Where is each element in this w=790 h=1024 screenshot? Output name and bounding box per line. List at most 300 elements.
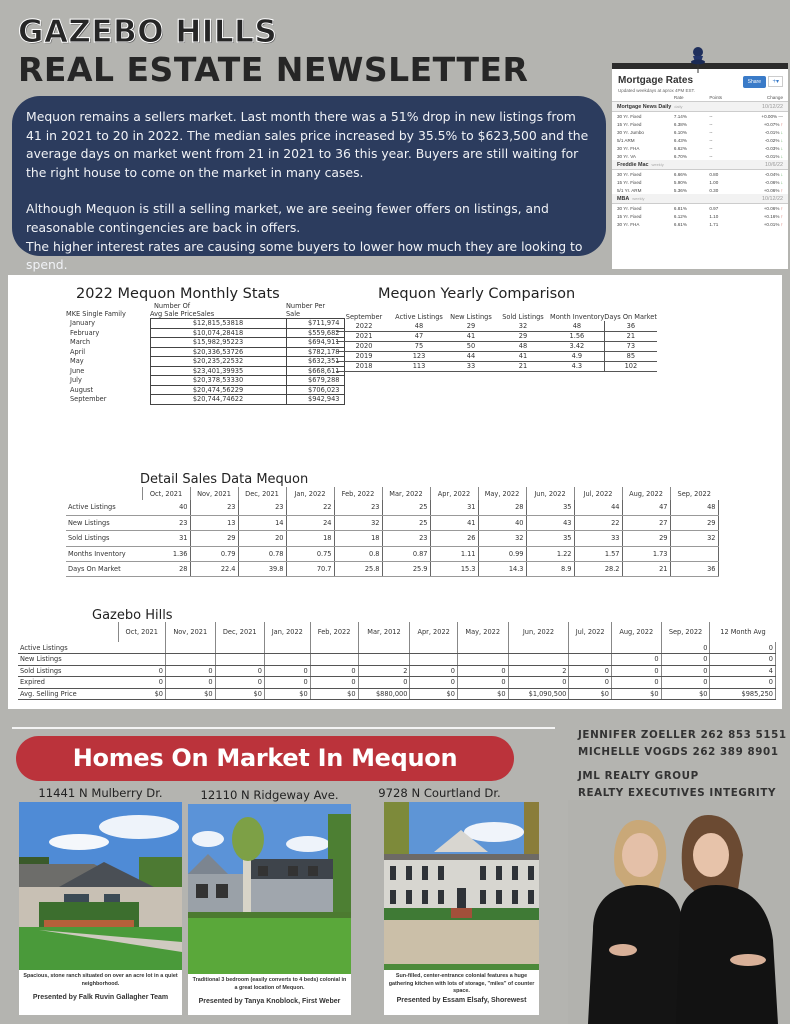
detail-cell: 14 [238, 515, 286, 530]
yearly-cell: 2018 [336, 361, 392, 371]
detail-cell: 28.2 [574, 562, 622, 577]
monthly-stats-row [66, 328, 344, 338]
month-col-header: Jan, 2022 [264, 622, 310, 642]
rates-updated-note: Updated weekdays at aprox 4PM EST. [618, 88, 696, 93]
intro-summary-box [12, 96, 606, 273]
yearly-cell: 2021 [336, 331, 392, 341]
loan-change [739, 212, 788, 220]
gazebo-cell: 0 [310, 665, 358, 677]
loan-points: 0.30 [709, 187, 719, 193]
loan-change [739, 120, 788, 128]
gazebo-row [18, 677, 776, 689]
monthly-stats-row [66, 395, 344, 405]
detail-cell: 25.9 [382, 562, 430, 577]
home-description: Spacious, stone ranch situated on over an acre lot in a quiet neighborhood. [23, 973, 178, 987]
loan-rate: 5.36% [673, 187, 687, 193]
loan-change [739, 170, 788, 179]
month-label: September [70, 395, 107, 404]
home-listing-1[interactable] [17, 786, 184, 1015]
row-label: Months Inventory [66, 546, 142, 561]
detail-cell: 0.78 [238, 546, 286, 561]
yearly-cell: 85 [604, 351, 657, 361]
loan-type: 15 Yr. Fixed [617, 213, 642, 219]
yearly-cell: 4.3 [550, 361, 604, 371]
rates-row [612, 152, 788, 160]
detail-sales-row [66, 515, 718, 530]
detail-cell: 23 [334, 500, 382, 515]
gazebo-cell: 0 [165, 677, 215, 689]
detail-cell: 48 [670, 500, 718, 515]
month-col-header: Mar, 2022 [382, 487, 430, 500]
loan-type: 5/1 Yr. ARM [617, 187, 642, 193]
arrow-down-icon: ↓ [779, 137, 783, 143]
loan-points: -- [709, 137, 713, 143]
detail-cell: 1.73 [622, 546, 670, 561]
detail-cell: 32 [670, 531, 718, 546]
loan-rate: 7.14% [673, 113, 687, 119]
rates-source [612, 102, 739, 112]
home-caption [384, 970, 539, 1015]
mortgage-rates-widget [612, 63, 788, 269]
change-value: -0.02% [764, 137, 780, 143]
gazebo-cell [118, 642, 165, 654]
monthly-stats-table [66, 302, 345, 405]
avg-sale-price: $20,235,22532 [150, 357, 286, 367]
gazebo-cell: 0 [661, 665, 710, 677]
col-header [612, 93, 669, 102]
gazebo-cell: 0 [264, 665, 310, 677]
gazebo-cell [358, 642, 410, 654]
gazebo-cell [118, 654, 165, 666]
yearly-cell: 50 [446, 341, 496, 351]
col-header-avg-sale: Avg Sale PriceSales [150, 310, 215, 318]
loan-points: -- [709, 129, 713, 135]
rates-row [612, 144, 788, 152]
gazebo-cell: $1,090,500 [508, 688, 569, 700]
gazebo-cell [165, 642, 215, 654]
yearly-comparison-title: Mequon Yearly Comparison [378, 286, 576, 302]
detail-cell: 31 [430, 500, 478, 515]
loan-change [739, 178, 788, 186]
change-value: +0.16% [763, 213, 780, 219]
gazebo-cell: 0 [508, 677, 569, 689]
arrow-up-icon: ↑ [779, 205, 783, 211]
loan-type: 30 Yr. Fixed [617, 171, 642, 177]
monthly-stats-row [66, 376, 344, 386]
gazebo-cell [410, 642, 458, 654]
detail-sales-title: Detail Sales Data Mequon [140, 472, 309, 487]
yearly-cell: 123 [392, 351, 446, 361]
month-col-header: Sep, 2022 [661, 622, 710, 642]
gazebo-row [18, 642, 776, 654]
month-col-header: Jun, 2022 [526, 487, 574, 500]
avg-sale-price: $20,474,56229 [150, 385, 286, 395]
gazebo-cell: 0 [118, 665, 165, 677]
row-label: Sold Listings [66, 531, 142, 546]
number-per-sale: $711,974 [286, 319, 344, 329]
gazebo-cell: 0 [569, 665, 612, 677]
month-col-header: Oct, 2021 [142, 487, 190, 500]
loan-points: -- [709, 113, 713, 119]
avg-sale-price: $20,378,53330 [150, 376, 286, 386]
month-label: February [70, 328, 100, 337]
yearly-cell: 48 [550, 321, 604, 331]
arrow-up-icon: ↑ [779, 121, 783, 127]
row-label: New Listings [66, 515, 142, 530]
arrow-up-icon: ↑ [779, 213, 783, 219]
home-presenter: Presented by Falk Ruvin Gallagher Team [32, 994, 169, 1001]
rates-row [612, 178, 788, 186]
gazebo-cell: 0 [611, 665, 661, 677]
rates-table [612, 93, 788, 228]
detail-cell: 43 [526, 515, 574, 530]
detail-cell: 13 [190, 515, 238, 530]
detail-cell: 32 [334, 515, 382, 530]
rates-row [612, 220, 788, 228]
arrow-up-icon: ↑ [779, 187, 783, 193]
yearly-cell: 48 [496, 341, 550, 351]
col-header-mke: MKE Single Family [66, 310, 126, 319]
detail-cell: 1.22 [526, 546, 574, 561]
monthly-stats-row [66, 319, 344, 329]
loan-change [739, 144, 788, 152]
gazebo-cell: $0 [661, 688, 710, 700]
rates-row [612, 112, 788, 121]
loan-points: 0.80 [709, 171, 719, 177]
add-menu-button[interactable]: +▾ [768, 76, 783, 87]
loan-change [739, 186, 788, 194]
arrow-down-icon: ↓ [779, 153, 783, 159]
gazebo-cell: $985,250 [710, 688, 776, 700]
gazebo-row [18, 688, 776, 700]
detail-sales-table [66, 487, 719, 577]
month-col-header: Apr, 2022 [430, 487, 478, 500]
gazebo-cell [215, 642, 264, 654]
gazebo-cell [508, 654, 569, 666]
home-description: Sun-filled, center-entrance colonial features a huge gathering kitchen with lots of storage, "miles" of counter space. [388, 973, 535, 994]
section-divider [12, 727, 555, 729]
gazebo-cell: $880,000 [358, 688, 410, 700]
yearly-col-header: Active Listings [395, 313, 443, 321]
detail-cell: 0.87 [382, 546, 430, 561]
gazebo-row [18, 654, 776, 666]
loan-type: 30 Yr. Jumbo [617, 129, 644, 135]
gazebo-cell: 0 [410, 677, 458, 689]
home-description: Traditional 3 bedroom (easily converts to 4 beds) colonial in a great location of Mequon. [192, 977, 347, 991]
home-listing-2[interactable] [186, 788, 353, 1015]
month-col-header: Aug, 2022 [622, 487, 670, 500]
detail-cell: 22.4 [190, 562, 238, 577]
gazebo-cell: $0 [569, 688, 612, 700]
loan-points: -- [709, 153, 713, 159]
detail-cell: 40 [142, 500, 190, 515]
detail-cell: 1.36 [142, 546, 190, 561]
detail-cell: 25 [382, 500, 430, 515]
loan-points: -- [709, 121, 713, 127]
monthly-stats-row [66, 347, 344, 357]
monthly-stats-title: 2022 Mequon Monthly Stats [76, 286, 280, 302]
detail-sales-row [66, 546, 718, 561]
number-per-sale: $942,943 [286, 395, 344, 405]
agent-1-contact: JENNIFER ZOELLER 262 853 5151 [578, 729, 787, 741]
gazebo-cell [310, 642, 358, 654]
change-value: -0.01% [764, 153, 780, 159]
intro-paragraph-2: Although Mequon is still a selling market, we are seeing fewer offers on listings, and reasonable contingencies are back in offers. [26, 201, 549, 235]
loan-points: 1.00 [709, 179, 719, 185]
loan-points: -- [709, 145, 713, 151]
share-button[interactable]: Share [743, 76, 766, 88]
month-label: May [70, 357, 84, 366]
change-value: +0.06% [763, 187, 780, 193]
gazebo-cell [165, 654, 215, 666]
yearly-cell: 73 [604, 341, 657, 351]
yearly-cell: 102 [604, 361, 657, 371]
agent-contacts [578, 727, 787, 802]
gazebo-cell: $0 [264, 688, 310, 700]
loan-type: 30 Yr. VA [617, 153, 636, 159]
gazebo-cell [611, 642, 661, 654]
detail-cell: 24 [286, 515, 334, 530]
loan-change [739, 136, 788, 144]
stats-panel [8, 275, 782, 709]
month-col-header: Feb, 2022 [334, 487, 382, 500]
avg-sale-price: $12,815,53818 [150, 319, 286, 329]
row-label: Days On Market [66, 562, 142, 577]
gazebo-cell [215, 654, 264, 666]
yearly-cell: 75 [392, 341, 446, 351]
detail-cell: 21 [622, 562, 670, 577]
detail-cell: 20 [238, 531, 286, 546]
yearly-cell: 2019 [336, 351, 392, 361]
gazebo-cell: 0 [661, 654, 710, 666]
detail-cell: 44 [574, 500, 622, 515]
detail-cell: 22 [286, 500, 334, 515]
avg-sale-price: $15,982,95223 [150, 338, 286, 348]
avg-sale-price: $20,744,74622 [150, 395, 286, 405]
gazebo-cell: 0 [118, 677, 165, 689]
loan-type: 30 Yr. Fixed [617, 113, 642, 119]
detail-cell: 35 [526, 531, 574, 546]
home-listing-3[interactable] [356, 786, 535, 1015]
detail-cell: 29 [190, 531, 238, 546]
loan-rate: 6.61% [673, 221, 687, 227]
detail-cell: 1.11 [430, 546, 478, 561]
gazebo-cell: 0 [661, 642, 710, 654]
detail-cell: 23 [142, 515, 190, 530]
col-header-change: Change [739, 93, 788, 102]
loan-change [739, 128, 788, 136]
number-per-sale: $694,911 [286, 338, 344, 348]
gazebo-cell: 0 [215, 665, 264, 677]
gazebo-cell: 0 [457, 677, 508, 689]
arrow-up-icon: ↑ [779, 221, 783, 227]
home-address: 11441 N Mulberry Dr. [38, 786, 163, 800]
loan-rate: 6.38% [673, 121, 687, 127]
detail-cell: 33 [574, 531, 622, 546]
row-label: New Listings [18, 654, 118, 666]
detail-cell: 23 [382, 531, 430, 546]
col-header-points: Points [704, 93, 739, 102]
month-col-header: Apr, 2022 [410, 622, 458, 642]
rates-source-name[interactable]: Mortgage News Daily [617, 103, 672, 110]
gazebo-hills-title: Gazebo Hills [92, 608, 173, 623]
detail-cell: 41 [430, 515, 478, 530]
home-address: 9728 N Courtland Dr. [378, 786, 501, 800]
gazebo-cell [569, 642, 612, 654]
yearly-cell: 29 [496, 331, 550, 341]
arrow-down-icon: ↓ [779, 171, 783, 177]
yearly-cell: 113 [392, 361, 446, 371]
yearly-cell: 4.9 [550, 351, 604, 361]
home-presenter: Presented by Tanya Knoblock, First Weber [198, 998, 341, 1005]
rates-row [612, 186, 788, 194]
monthly-stats-row [66, 357, 344, 367]
rates-frequency: weekly [651, 161, 664, 167]
home-caption [188, 974, 351, 1015]
loan-points: 1.71 [709, 221, 719, 227]
arrow-down-icon: ↓ [779, 145, 783, 151]
gazebo-cell: 0 [165, 665, 215, 677]
col-header-sale: Sale [286, 310, 301, 318]
newsletter-title-line2: REAL ESTATE NEWSLETTER [18, 50, 529, 89]
change-value: -0.03% [764, 145, 780, 151]
rates-date: 10/12/22 [739, 102, 788, 112]
yearly-col-header: September [345, 313, 383, 321]
intro-paragraph-3: The higher interest rates are causing some buyers to lower how much they are looking to spend. [26, 238, 583, 273]
loan-rate: 6.66% [673, 171, 687, 177]
month-label: June [70, 366, 85, 375]
month-col-header: Sep, 2022 [670, 487, 718, 500]
yearly-cell: 47 [392, 331, 446, 341]
rates-row [612, 204, 788, 213]
yearly-row [336, 351, 657, 361]
gazebo-cell: 0 [710, 677, 776, 689]
loan-rate: 5.90% [673, 179, 687, 185]
number-per-sale: $559,682 [286, 328, 344, 338]
home-presenter: Presented by Essam Elsafy, Shorewest [396, 996, 527, 1004]
row-label: Expired [18, 677, 118, 689]
rates-date: 10/6/22 [739, 160, 788, 170]
home-caption [19, 970, 182, 1015]
yearly-row [336, 341, 657, 351]
yearly-row [336, 321, 657, 331]
detail-cell: 28 [478, 500, 526, 515]
yearly-cell: 3.42 [550, 341, 604, 351]
home-photo[interactable] [384, 802, 539, 970]
gazebo-cell: 2 [508, 665, 569, 677]
rates-source-name[interactable]: MBA [617, 195, 630, 202]
detail-cell: 28 [142, 562, 190, 577]
gazebo-cell [569, 654, 612, 666]
avg-sale-price: $20,336,53726 [150, 347, 286, 357]
yearly-col-header: Month Inventory [550, 313, 605, 321]
row-label: Sold Listings [18, 665, 118, 677]
number-per-sale: $668,611 [286, 366, 344, 376]
realty-group: JML REALTY GROUP [578, 770, 699, 782]
gazebo-cell [457, 642, 508, 654]
rates-frequency: daily [674, 103, 683, 109]
detail-cell: 0.75 [286, 546, 334, 561]
loan-rate: 6.10% [673, 129, 687, 135]
monthly-stats-row [66, 338, 344, 348]
gazebo-hills-table [18, 622, 776, 700]
month-col-header: Dec, 2021 [215, 622, 264, 642]
home-photo[interactable] [188, 804, 351, 974]
loan-change [739, 152, 788, 160]
gazebo-cell: $0 [310, 688, 358, 700]
monthly-stats-row [66, 366, 344, 376]
month-col-header: Jul, 2022 [569, 622, 612, 642]
detail-cell: 1.57 [574, 546, 622, 561]
gazebo-cell: $0 [215, 688, 264, 700]
yearly-cell: 2020 [336, 341, 392, 351]
gazebo-cell [457, 654, 508, 666]
gazebo-cell [264, 654, 310, 666]
detail-cell: 25.8 [334, 562, 382, 577]
gazebo-cell: $0 [457, 688, 508, 700]
rates-row [612, 120, 788, 128]
rates-row [612, 212, 788, 220]
mortgage-rates-title: Mortgage Rates [618, 75, 694, 86]
rates-section-header [612, 194, 788, 204]
detail-cell: 29 [622, 531, 670, 546]
yearly-cell: 41 [496, 351, 550, 361]
gazebo-cell: 0 [569, 677, 612, 689]
month-col-header: Nov, 2021 [165, 622, 215, 642]
month-col-header: May, 2022 [478, 487, 526, 500]
gazebo-cell: 0 [215, 677, 264, 689]
avg-sale-price: $10,074,28418 [150, 328, 286, 338]
change-value: +0.06% [763, 205, 780, 211]
home-photo[interactable] [19, 802, 182, 970]
loan-points: 1.10 [709, 213, 719, 219]
gazebo-cell [310, 654, 358, 666]
detail-cell: 15.3 [430, 562, 478, 577]
detail-cell: 0.79 [190, 546, 238, 561]
rates-frequency: weekly [632, 195, 645, 201]
loan-rate: 6.81% [673, 205, 687, 211]
detail-cell: 23 [238, 500, 286, 515]
month-col-header: Jan, 2022 [286, 487, 334, 500]
detail-cell: 32 [478, 531, 526, 546]
month-col-header: Oct, 2021 [118, 622, 165, 642]
loan-type: 30 Yr. Fixed [617, 205, 642, 211]
rates-date: 10/12/22 [739, 194, 788, 204]
avg-sale-price: $23,401,39935 [150, 366, 286, 376]
month-label: April [70, 347, 86, 356]
number-per-sale: $679,288 [286, 376, 344, 386]
number-per-sale: $782,178 [286, 347, 344, 357]
gazebo-cell: 0 [264, 677, 310, 689]
loan-rate: 6.62% [673, 145, 687, 151]
loan-rate: 6.43% [673, 137, 687, 143]
number-per-sale: $632,351 [286, 357, 344, 367]
row-label: Avg. Selling Price [18, 688, 118, 700]
loan-rate: 6.12% [673, 213, 687, 219]
gazebo-cell: $0 [165, 688, 215, 700]
detail-cell: 70.7 [286, 562, 334, 577]
yearly-cell: 1.56 [550, 331, 604, 341]
change-value: -0.04% [764, 171, 780, 177]
detail-cell: 27 [622, 515, 670, 530]
yearly-col-header: New Listings [450, 313, 492, 321]
rates-section-header [612, 160, 788, 170]
rates-source-name[interactable]: Freddie Mac [617, 161, 649, 168]
loan-change [739, 204, 788, 213]
detail-sales-row [66, 562, 718, 577]
home-address: 12110 N Ridgeway Ave. [200, 788, 339, 802]
detail-sales-row [66, 531, 718, 546]
